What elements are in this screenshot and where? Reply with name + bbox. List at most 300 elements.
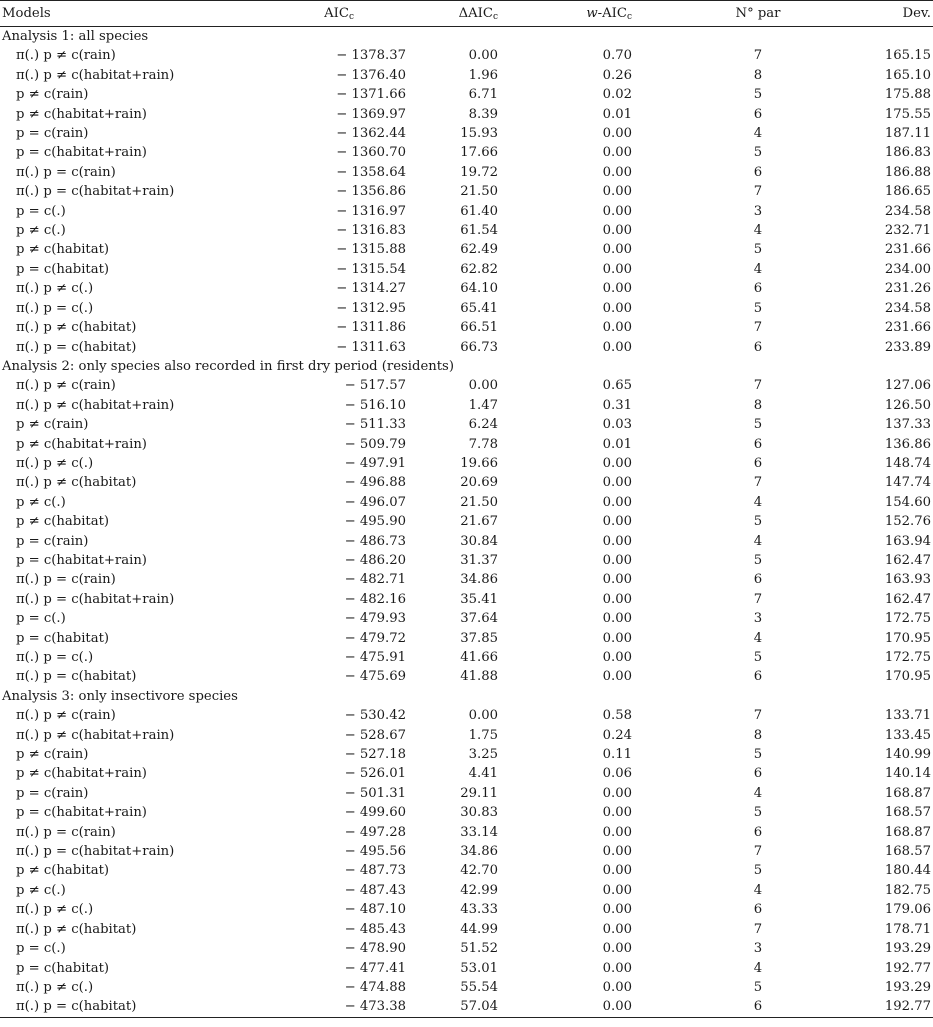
deviance-value: 182.75 xyxy=(884,882,931,898)
table-row xyxy=(0,959,933,978)
npar-value: 6 xyxy=(753,455,763,471)
npar-value: 4 xyxy=(753,261,763,277)
npar-value: 6 xyxy=(753,339,763,355)
w-aic-value: 0.00 xyxy=(602,630,632,646)
deviance-value: 172.75 xyxy=(884,650,931,665)
delta-aic-value: 17.66 xyxy=(460,145,498,161)
deviance-value: 133.71 xyxy=(884,708,931,724)
deviance-value: 154.60 xyxy=(884,494,931,510)
npar-value: 6 xyxy=(753,999,763,1015)
section-heading-row xyxy=(0,357,933,376)
model-name: π(.) p = c(habitat) xyxy=(16,669,137,685)
deviance-value: 137.33 xyxy=(884,417,931,433)
model-name: π(.) p ≠ c(habitat+rain) xyxy=(16,397,175,413)
npar-value: 7 xyxy=(753,378,763,394)
npar-value: 7 xyxy=(753,591,763,607)
aic-value: − 1311.86 xyxy=(336,320,406,336)
table-row xyxy=(0,997,933,1017)
npar-value: 7 xyxy=(753,921,763,937)
deviance-value: 147.74 xyxy=(884,475,931,491)
w-aic-value: 0.00 xyxy=(602,591,632,607)
model-name: p = c(habitat+rain) xyxy=(16,552,147,568)
delta-aic-value: 42.70 xyxy=(460,863,498,879)
section-title: Analysis 3: only insectivore species xyxy=(2,688,238,704)
delta-aic-value: 31.37 xyxy=(460,552,498,568)
aic-value: − 485.43 xyxy=(344,921,406,937)
delta-aic-value: 21.50 xyxy=(460,494,498,510)
delta-aic-value: 21.50 xyxy=(460,184,498,200)
table-row xyxy=(0,551,933,570)
model-name: p = c(habitat+rain) xyxy=(16,145,147,161)
npar-value: 3 xyxy=(753,203,763,219)
delta-aic-value: 44.99 xyxy=(460,921,498,937)
delta-aic-value: 0.00 xyxy=(468,708,498,724)
deviance-value: 126.50 xyxy=(884,397,931,413)
w-aic-value: 0.03 xyxy=(602,417,632,433)
npar-value: 7 xyxy=(753,184,763,200)
deviance-value: 140.99 xyxy=(884,747,931,763)
w-aic-value: 0.00 xyxy=(602,650,632,665)
aic-value: − 1356.86 xyxy=(336,184,406,200)
model-name: p ≠ c(habitat+rain) xyxy=(16,766,147,782)
deviance-value: 163.94 xyxy=(884,533,931,549)
delta-aic-value: 57.04 xyxy=(460,999,498,1015)
model-name: p ≠ c(rain) xyxy=(16,417,89,433)
aic-value: − 496.07 xyxy=(344,494,406,510)
delta-aic-value: 30.83 xyxy=(460,805,498,821)
table-row xyxy=(0,318,933,337)
aic-value: − 497.28 xyxy=(344,824,406,840)
w-aic-value: 0.00 xyxy=(602,300,632,316)
w-aic-value: 0.58 xyxy=(602,708,632,724)
w-aic-value: 0.00 xyxy=(602,455,632,471)
deviance-value: 152.76 xyxy=(884,514,931,530)
delta-aic-value: 41.88 xyxy=(460,669,498,685)
aic-value: − 1358.64 xyxy=(336,164,406,180)
npar-value: 6 xyxy=(753,902,763,918)
table-row xyxy=(0,667,933,686)
deviance-value: 234.00 xyxy=(884,261,931,277)
w-aic-value: 0.00 xyxy=(602,669,632,685)
delta-aic-value: 29.11 xyxy=(460,785,498,801)
w-aic-value: 0.00 xyxy=(602,261,632,277)
delta-aic-value: 34.86 xyxy=(460,572,498,588)
w-aic-value: 0.26 xyxy=(602,67,632,83)
w-aic-value: 0.00 xyxy=(602,572,632,588)
npar-value: 5 xyxy=(753,417,763,433)
model-name: p = c(habitat) xyxy=(16,630,110,646)
delta-aic-value: 3.25 xyxy=(468,747,498,763)
npar-value: 7 xyxy=(753,475,763,491)
section-title: Analysis 1: all species xyxy=(2,29,149,44)
npar-value: 4 xyxy=(753,494,763,510)
aic-value: − 487.43 xyxy=(344,882,406,898)
w-aic-value: 0.00 xyxy=(602,281,632,297)
table-row xyxy=(0,881,933,900)
deviance-value: 140.14 xyxy=(884,766,931,782)
deviance-value: 193.29 xyxy=(884,941,931,957)
table-row xyxy=(0,629,933,648)
table-row xyxy=(0,221,933,240)
model-name: p = c(habitat) xyxy=(16,960,110,976)
model-name: p = c(rain) xyxy=(16,126,89,142)
npar-value: 5 xyxy=(753,863,763,879)
npar-value: 7 xyxy=(753,844,763,860)
table-row xyxy=(0,299,933,318)
aic-value: − 477.41 xyxy=(344,960,406,976)
aic-value: − 516.10 xyxy=(344,397,406,413)
aic-value: − 495.90 xyxy=(344,514,406,530)
npar-value: 5 xyxy=(753,242,763,258)
npar-value: 5 xyxy=(753,300,763,316)
deviance-value: 162.47 xyxy=(884,552,931,568)
model-name: p ≠ c(.) xyxy=(16,882,66,898)
delta-aic-value: 1.75 xyxy=(468,727,498,743)
table-row xyxy=(0,396,933,415)
table-row xyxy=(0,376,933,395)
table-row xyxy=(0,260,933,279)
npar-value: 4 xyxy=(753,630,763,646)
delta-aic-value: 64.10 xyxy=(460,281,498,297)
table-body xyxy=(0,27,933,1018)
aic-value: − 482.71 xyxy=(344,572,406,588)
deviance-value: 133.45 xyxy=(884,727,931,743)
aic-value: − 1316.97 xyxy=(336,203,406,219)
delta-aic-value: 61.54 xyxy=(460,223,498,239)
deviance-value: 175.88 xyxy=(884,87,931,103)
delta-aic-value: 66.73 xyxy=(460,339,498,355)
npar-value: 4 xyxy=(753,533,763,549)
deviance-value: 168.57 xyxy=(884,805,931,821)
delta-aic-value: 43.33 xyxy=(460,902,498,918)
aic-value: − 1376.40 xyxy=(336,67,406,83)
table-row xyxy=(0,279,933,298)
delta-aic-value: 8.39 xyxy=(468,106,498,122)
deviance-value: 165.10 xyxy=(884,67,931,83)
table-row xyxy=(0,454,933,473)
aic-value: − 487.73 xyxy=(344,863,406,879)
table-row xyxy=(0,493,933,512)
table-row xyxy=(0,648,933,667)
npar-value: 6 xyxy=(753,766,763,782)
npar-value: 3 xyxy=(753,611,763,627)
model-name: π(.) p = c(.) xyxy=(16,300,94,316)
w-aic-value: 0.00 xyxy=(602,514,632,530)
model-name: p ≠ c(habitat+rain) xyxy=(16,436,147,452)
w-aic-value: 0.00 xyxy=(602,921,632,937)
deviance-value: 136.86 xyxy=(884,436,931,452)
delta-aic-value: 51.52 xyxy=(460,941,498,957)
model-name: π(.) p ≠ c(rain) xyxy=(16,48,116,64)
model-name: π(.) p ≠ c(habitat) xyxy=(16,320,137,336)
table-row xyxy=(0,978,933,997)
delta-aic-value: 21.67 xyxy=(460,514,498,530)
model-name: p = c(.) xyxy=(16,203,66,219)
model-name: p ≠ c(habitat+rain) xyxy=(16,106,147,122)
deviance-value: 180.44 xyxy=(884,863,931,879)
section-title: Analysis 2: only species also recorded in first dry period (residents) xyxy=(2,358,454,374)
npar-value: 5 xyxy=(753,805,763,821)
model-name: p = c(rain) xyxy=(16,533,89,549)
model-name: π(.) p = c(rain) xyxy=(16,164,116,180)
w-aic-value: 0.00 xyxy=(602,611,632,627)
table-row xyxy=(0,66,933,85)
delta-aic-value: 33.14 xyxy=(460,824,498,840)
w-aic-value: 0.00 xyxy=(602,863,632,879)
w-aic-value: 0.06 xyxy=(602,766,632,782)
delta-aic-value: 55.54 xyxy=(460,979,498,995)
npar-value: 7 xyxy=(753,48,763,64)
model-name: π(.) p = c(habitat) xyxy=(16,999,137,1015)
delta-aic-value: 4.41 xyxy=(468,766,498,782)
table-row xyxy=(0,861,933,880)
section-heading-row xyxy=(0,687,933,706)
header-models: Models xyxy=(2,5,51,21)
npar-value: 5 xyxy=(753,87,763,103)
deviance-value: 162.47 xyxy=(884,591,931,607)
npar-value: 5 xyxy=(753,552,763,568)
aic-value: − 479.93 xyxy=(344,611,406,627)
deviance-value: 127.06 xyxy=(884,378,931,394)
aic-value: − 1369.97 xyxy=(336,106,406,122)
w-aic-value: 0.00 xyxy=(602,126,632,142)
aic-value: − 527.18 xyxy=(344,747,406,763)
w-aic-value: 0.00 xyxy=(602,882,632,898)
aic-value: − 499.60 xyxy=(344,805,406,821)
model-name: π(.) p = c(rain) xyxy=(16,824,116,840)
header-delta-aic: $\Delta AIC_c$ xyxy=(458,5,498,22)
w-aic-value: 0.00 xyxy=(602,164,632,180)
w-aic-value: 0.00 xyxy=(602,552,632,568)
deviance-value: 170.95 xyxy=(884,630,931,646)
header-row xyxy=(0,1,933,27)
model-name: π(.) p = c(habitat+rain) xyxy=(16,844,175,860)
w-aic-value: 0.00 xyxy=(602,242,632,258)
table-row xyxy=(0,163,933,182)
model-name: π(.) p ≠ c(habitat+rain) xyxy=(16,67,175,83)
npar-value: 7 xyxy=(753,708,763,724)
w-aic-value: 0.00 xyxy=(602,941,632,957)
deviance-value: 232.71 xyxy=(884,223,931,239)
deviance-value: 231.26 xyxy=(884,281,931,297)
header-npar: N° par xyxy=(735,5,781,21)
model-name: p = c(habitat+rain) xyxy=(16,805,147,821)
w-aic-value: 0.00 xyxy=(602,805,632,821)
table-row xyxy=(0,803,933,822)
aic-value: − 1311.63 xyxy=(336,339,406,355)
model-name: π(.) p = c(rain) xyxy=(16,572,116,588)
table-row xyxy=(0,415,933,434)
w-aic-value: 0.01 xyxy=(602,106,632,122)
delta-aic-value: 6.71 xyxy=(468,87,498,103)
table-row xyxy=(0,920,933,939)
aic-value: − 474.88 xyxy=(344,979,406,995)
npar-value: 6 xyxy=(753,572,763,588)
w-aic-value: 0.00 xyxy=(602,223,632,239)
delta-aic-value: 15.93 xyxy=(460,126,498,142)
deviance-value: 186.83 xyxy=(884,145,931,161)
npar-value: 6 xyxy=(753,281,763,297)
npar-value: 4 xyxy=(753,960,763,976)
aic-value: − 530.42 xyxy=(344,708,406,724)
delta-aic-value: 19.66 xyxy=(460,455,498,471)
model-name: π(.) p = c(habitat) xyxy=(16,339,137,355)
delta-aic-value: 20.69 xyxy=(460,475,498,491)
model-name: π(.) p ≠ c(rain) xyxy=(16,708,116,724)
model-name: π(.) p ≠ c(.) xyxy=(16,979,94,995)
deviance-value: 168.87 xyxy=(884,785,931,801)
model-name: p = c(habitat) xyxy=(16,261,110,277)
w-aic-value: 0.00 xyxy=(602,785,632,801)
table-row xyxy=(0,240,933,259)
table-row xyxy=(0,182,933,201)
table-row xyxy=(0,784,933,803)
npar-value: 6 xyxy=(753,436,763,452)
deviance-value: 193.29 xyxy=(884,979,931,995)
aic-value: − 1378.37 xyxy=(336,48,406,64)
w-aic-value: 0.00 xyxy=(602,533,632,549)
model-name: p ≠ c(habitat) xyxy=(16,514,110,530)
w-aic-value: 0.00 xyxy=(602,203,632,219)
delta-aic-value: 53.01 xyxy=(460,960,498,976)
npar-value: 6 xyxy=(753,669,763,685)
w-aic-value: 0.00 xyxy=(602,475,632,491)
deviance-value: 231.66 xyxy=(884,320,931,336)
model-name: π(.) p ≠ c(habitat+rain) xyxy=(16,727,175,743)
model-name: π(.) p = c(habitat+rain) xyxy=(16,184,175,200)
model-name: π(.) p ≠ c(.) xyxy=(16,455,94,471)
npar-value: 8 xyxy=(753,727,763,743)
npar-value: 5 xyxy=(753,514,763,530)
table-row xyxy=(0,512,933,531)
deviance-value: 187.11 xyxy=(884,126,931,142)
aic-value: − 517.57 xyxy=(344,378,406,394)
w-aic-value: 0.00 xyxy=(602,902,632,918)
table-row xyxy=(0,105,933,124)
aic-value: − 486.20 xyxy=(344,552,406,568)
aic-value: − 479.72 xyxy=(344,630,406,646)
deviance-value: 175.55 xyxy=(884,106,931,122)
aic-value: − 1316.83 xyxy=(336,223,406,239)
table-row xyxy=(0,745,933,764)
table-row xyxy=(0,842,933,861)
w-aic-value: 0.00 xyxy=(602,145,632,161)
model-name: p = c(.) xyxy=(16,611,66,627)
w-aic-value: 0.00 xyxy=(602,844,632,860)
model-name: p ≠ c(.) xyxy=(16,223,66,239)
npar-value: 6 xyxy=(753,106,763,122)
delta-aic-value: 37.64 xyxy=(460,611,498,627)
aic-value: − 475.91 xyxy=(344,650,406,665)
w-aic-value: 0.65 xyxy=(602,378,632,394)
table-row xyxy=(0,609,933,628)
delta-aic-value: 34.86 xyxy=(460,844,498,860)
w-aic-value: 0.11 xyxy=(602,747,632,763)
model-name: p ≠ c(rain) xyxy=(16,87,89,103)
delta-aic-value: 1.96 xyxy=(468,67,498,83)
table-row xyxy=(0,939,933,958)
delta-aic-value: 35.41 xyxy=(460,591,498,607)
w-aic-value: 0.00 xyxy=(602,339,632,355)
npar-value: 5 xyxy=(753,979,763,995)
header-aic: $AIC_c$ xyxy=(324,5,354,22)
npar-value: 5 xyxy=(753,145,763,161)
table-row xyxy=(0,764,933,783)
model-name: p ≠ c(habitat) xyxy=(16,242,110,258)
deviance-value: 233.89 xyxy=(884,339,931,355)
deviance-value: 168.87 xyxy=(884,824,931,840)
deviance-value: 148.74 xyxy=(884,455,931,471)
aic-value: − 487.10 xyxy=(344,902,406,918)
aic-value: − 495.56 xyxy=(344,844,406,860)
w-aic-value: 0.70 xyxy=(602,48,632,64)
table-row xyxy=(0,338,933,357)
deviance-value: 165.15 xyxy=(884,48,931,64)
model-name: p ≠ c(.) xyxy=(16,494,66,510)
table-row xyxy=(0,900,933,919)
aic-value: − 1312.95 xyxy=(336,300,406,316)
aic-value: − 1315.88 xyxy=(336,242,406,258)
w-aic-value: 0.00 xyxy=(602,320,632,336)
w-aic-value: 0.01 xyxy=(602,436,632,452)
npar-value: 5 xyxy=(753,747,763,763)
deviance-value: 172.75 xyxy=(884,611,931,627)
delta-aic-value: 0.00 xyxy=(468,48,498,64)
table-row xyxy=(0,85,933,104)
table-row xyxy=(0,473,933,492)
delta-aic-value: 62.82 xyxy=(460,261,498,277)
model-name: p = c(.) xyxy=(16,941,66,957)
w-aic-value: 0.00 xyxy=(602,494,632,510)
w-aic-value: 0.02 xyxy=(602,87,632,103)
model-name: π(.) p = c(.) xyxy=(16,650,94,665)
aic-value: − 1314.27 xyxy=(336,281,406,297)
w-aic-value: 0.00 xyxy=(602,824,632,840)
w-aic-value: 0.00 xyxy=(602,979,632,995)
npar-value: 4 xyxy=(753,882,763,898)
aic-value: − 1362.44 xyxy=(336,126,406,142)
aic-value: − 496.88 xyxy=(344,475,406,491)
npar-value: 6 xyxy=(753,164,763,180)
model-name: π(.) p = c(habitat+rain) xyxy=(16,591,175,607)
deviance-value: 170.95 xyxy=(884,669,931,685)
header-dev: Dev. xyxy=(902,5,931,21)
delta-aic-value: 37.85 xyxy=(460,630,498,646)
table-row xyxy=(0,726,933,745)
deviance-value: 168.57 xyxy=(884,844,931,860)
w-aic-value: 0.00 xyxy=(602,999,632,1015)
table-row xyxy=(0,124,933,143)
aic-value: − 482.16 xyxy=(344,591,406,607)
aic-value: − 501.31 xyxy=(344,785,406,801)
npar-value: 6 xyxy=(753,824,763,840)
aic-value: − 509.79 xyxy=(344,436,406,452)
delta-aic-value: 7.78 xyxy=(468,436,498,452)
table-row xyxy=(0,532,933,551)
model-name: π(.) p ≠ c(habitat) xyxy=(16,475,137,491)
aic-value: − 473.38 xyxy=(344,999,406,1015)
aic-value: − 1371.66 xyxy=(336,87,406,103)
table-row xyxy=(0,570,933,589)
deviance-value: 186.88 xyxy=(884,164,931,180)
deviance-value: 163.93 xyxy=(884,572,931,588)
npar-value: 5 xyxy=(753,650,763,665)
table-row xyxy=(0,202,933,221)
delta-aic-value: 66.51 xyxy=(460,320,498,336)
delta-aic-value: 62.49 xyxy=(460,242,498,258)
npar-value: 8 xyxy=(753,397,763,413)
table-row xyxy=(0,823,933,842)
